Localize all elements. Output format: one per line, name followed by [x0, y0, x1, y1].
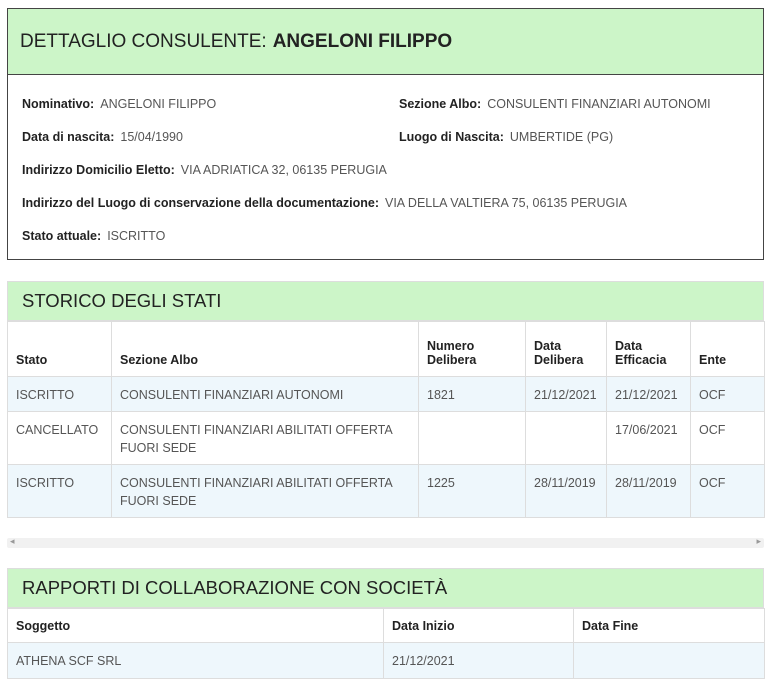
- header-line: Data: [615, 339, 643, 353]
- field-data-nascita: [22, 130, 183, 144]
- rapporti-header: [7, 568, 764, 608]
- col-header-data-efficacia[interactable]: [607, 322, 691, 377]
- table-header-row: [8, 322, 765, 377]
- field-domicilio: [22, 163, 387, 177]
- rapporti-title: RAPPORTI DI COLLABORAZIONE CON SOCIETÀ: [22, 577, 448, 598]
- cell-stato: CANCELLATO: [8, 412, 112, 465]
- col-header-data-inizio[interactable]: Data Inizio: [384, 609, 574, 643]
- field-label: Data di nascita:: [22, 130, 115, 144]
- field-value: 15/04/1990: [120, 130, 183, 144]
- field-label: Nominativo:: [22, 97, 95, 111]
- storico-stati-panel: [7, 281, 764, 519]
- field-nominativo: [22, 97, 216, 111]
- cell-numero: 1225: [419, 465, 526, 518]
- header-line: Efficacia: [615, 353, 667, 367]
- cell-ente: OCF: [691, 412, 765, 465]
- table-header-row: [8, 609, 765, 643]
- table-row: [8, 465, 765, 518]
- scroll-left-arrow-icon[interactable]: ◂: [10, 536, 15, 546]
- header-line: Numero: [427, 339, 475, 353]
- field-stato: [22, 229, 165, 243]
- cell-stato: ISCRITTO: [8, 377, 112, 412]
- detail-title-prefix: DETTAGLIO CONSULENTE:: [20, 30, 267, 52]
- cell-data-efficacia: 17/06/2021: [607, 412, 691, 465]
- horizontal-scrollbar[interactable]: [7, 538, 764, 548]
- field-value: VIA ADRIATICA 32, 06135 PERUGIA: [180, 163, 387, 177]
- field-label: Luogo di Nascita:: [399, 130, 504, 144]
- col-header-ente[interactable]: Ente: [691, 322, 765, 377]
- rapporti-table: [7, 608, 765, 679]
- cell-data-efficacia: 21/12/2021: [607, 377, 691, 412]
- field-sezione-albo: [399, 97, 711, 111]
- field-conservazione: [22, 196, 627, 210]
- cell-stato: ISCRITTO: [8, 465, 112, 518]
- field-label: Indirizzo Domicilio Eletto:: [22, 163, 175, 177]
- cell-sezione: CONSULENTI FINANZIARI ABILITATI OFFERTA FUORI SEDE: [112, 412, 419, 465]
- header-line: Data: [534, 339, 562, 353]
- rapporti-panel: [7, 568, 764, 685]
- cell-numero: 1821: [419, 377, 526, 412]
- table-row: [8, 643, 765, 679]
- col-header-numero-delibera[interactable]: [419, 322, 526, 377]
- cell-data-delibera: [526, 412, 607, 465]
- cell-data-inizio: 21/12/2021: [384, 643, 574, 679]
- cell-data-delibera: 21/12/2021: [526, 377, 607, 412]
- table-row: [8, 377, 765, 412]
- field-label: Indirizzo del Luogo di conservazione della documentazione:: [22, 196, 379, 210]
- detail-title-name: ANGELONI FILIPPO: [272, 30, 453, 52]
- field-value: ISCRITTO: [107, 229, 166, 243]
- table-row: [8, 412, 765, 465]
- cell-sezione: CONSULENTI FINANZIARI ABILITATI OFFERTA FUORI SEDE: [112, 465, 419, 518]
- cell-ente: OCF: [691, 465, 765, 518]
- field-value: UMBERTIDE (PG): [509, 130, 614, 144]
- cell-data-fine: [574, 643, 765, 679]
- storico-header: [7, 281, 764, 321]
- col-header-soggetto[interactable]: Soggetto: [8, 609, 384, 643]
- field-value: VIA DELLA VALTIERA 75, 06135 PERUGIA: [384, 196, 628, 210]
- col-header-data-fine[interactable]: Data Fine: [574, 609, 765, 643]
- col-header-stato[interactable]: Stato: [8, 322, 112, 377]
- cell-ente: OCF: [691, 377, 765, 412]
- header-line: Delibera: [427, 353, 477, 367]
- storico-table: [7, 321, 765, 518]
- field-value: ANGELONI FILIPPO: [100, 97, 217, 111]
- detail-header: [8, 9, 763, 75]
- col-header-data-delibera[interactable]: [526, 322, 607, 377]
- consultant-detail-panel: [7, 8, 764, 260]
- field-luogo-nascita: [399, 130, 613, 144]
- cell-numero: [419, 412, 526, 465]
- cell-soggetto: ATHENA SCF SRL: [8, 643, 384, 679]
- col-header-sezione[interactable]: Sezione Albo: [112, 322, 419, 377]
- field-label: Sezione Albo:: [399, 97, 482, 111]
- field-value: CONSULENTI FINANZIARI AUTONOMI: [487, 97, 711, 111]
- cell-data-efficacia: 28/11/2019: [607, 465, 691, 518]
- field-label: Stato attuale:: [22, 229, 102, 243]
- cell-sezione: CONSULENTI FINANZIARI AUTONOMI: [112, 377, 419, 412]
- cell-data-delibera: 28/11/2019: [526, 465, 607, 518]
- storico-title: STORICO DEGLI STATI: [22, 290, 222, 311]
- header-line: Delibera: [534, 353, 584, 367]
- scroll-right-arrow-icon[interactable]: ▸: [756, 536, 761, 546]
